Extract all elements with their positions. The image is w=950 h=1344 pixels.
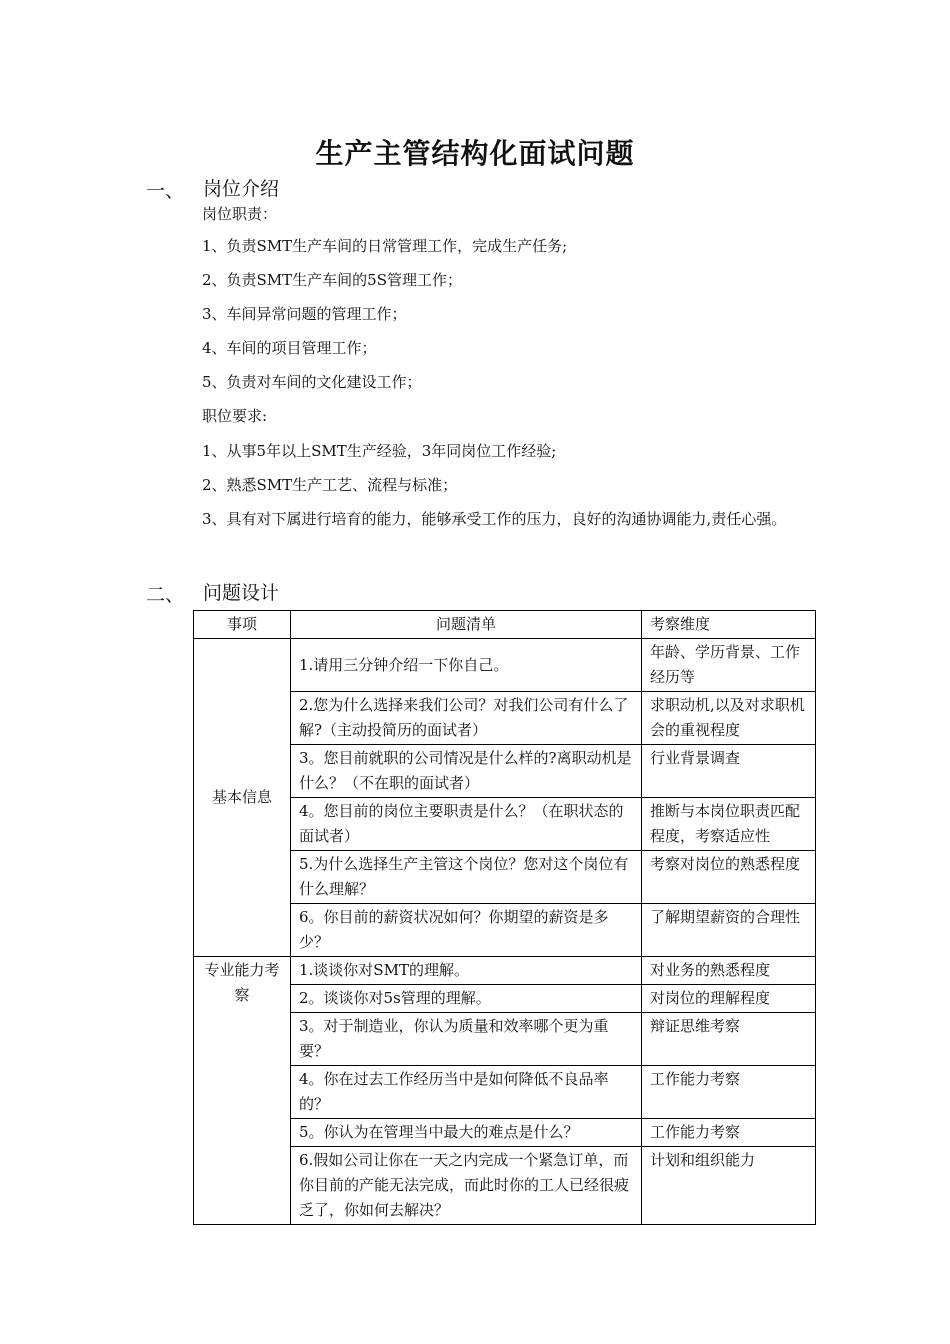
dimension-cell: 推断与本岗位职责匹配程度，考察适应性 <box>642 798 816 851</box>
dimension-cell: 考察对岗位的熟悉程度 <box>642 851 816 904</box>
section1-title: 岗位介绍 <box>203 178 280 200</box>
question-cell: 5。你认为在管理当中最大的难点是什么？ <box>291 1119 642 1147</box>
document-title: 生产主管结构化面试问题 <box>315 137 635 170</box>
duties-heading: 岗位职责： <box>202 205 278 223</box>
header-dimension: 考察维度 <box>642 611 816 639</box>
table-header-row <box>194 611 816 639</box>
duty-item: 1、负责SMT生产车间的日常管理工作，完成生产任务; <box>202 237 568 255</box>
question-cell: 6。你目前的薪资状况如何？你期望的薪资是多少？ <box>291 904 642 957</box>
section1-number: 一、 <box>146 180 185 202</box>
question-cell: 1.谈谈你对SMT的理解。 <box>291 957 642 985</box>
dimension-cell: 对岗位的理解程度 <box>642 985 816 1013</box>
dimension-cell: 辩证思维考察 <box>642 1013 816 1066</box>
question-cell: 2。谈谈你对5s管理的理解。 <box>291 985 642 1013</box>
table-row <box>194 957 816 985</box>
interview-question-table <box>193 610 816 1225</box>
requirement-item: 1、从事5年以上SMT生产经验，3年同岗位工作经验; <box>202 442 557 460</box>
dimension-cell: 对业务的熟悉程度 <box>642 957 816 985</box>
requirement-item: 3、具有对下属进行培育的能力，能够承受工作的压力，良好的沟通协调能力,责任心强。 <box>202 510 787 528</box>
section2-title: 问题设计 <box>203 582 280 604</box>
duty-item: 4、车间的项目管理工作； <box>202 339 377 357</box>
header-category: 事项 <box>194 611 291 639</box>
requirement-item: 2、熟悉SMT生产工艺、流程与标准； <box>202 476 458 494</box>
dimension-cell: 年龄、学历背景、工作经历等 <box>642 639 816 692</box>
table-row <box>194 639 816 692</box>
question-cell: 3。您目前就职的公司情况是什么样的?离职动机是什么？（不在职的面试者） <box>291 745 642 798</box>
header-question: 问题清单 <box>291 611 642 639</box>
duty-item: 5、负责对车间的文化建设工作； <box>202 373 422 391</box>
category-cell: 基本信息 <box>194 639 291 957</box>
question-cell: 6.假如公司让你在一天之内完成一个紧急订单，而你目前的产能无法完成，而此时你的工人已经很疲乏了，你如何去解决？ <box>291 1147 642 1225</box>
question-cell: 5.为什么选择生产主管这个岗位？您对这个岗位有什么理解？ <box>291 851 642 904</box>
dimension-cell: 行业背景调查 <box>642 745 816 798</box>
question-cell: 3。对于制造业，你认为质量和效率哪个更为重要？ <box>291 1013 642 1066</box>
dimension-cell: 了解期望薪资的合理性 <box>642 904 816 957</box>
question-cell: 1.请用三分钟介绍一下你自己。 <box>291 639 642 692</box>
section2-number: 二、 <box>146 584 185 606</box>
dimension-cell: 计划和组织能力 <box>642 1147 816 1225</box>
dimension-cell: 求职动机,以及对求职机会的重视程度 <box>642 692 816 745</box>
question-cell: 4。你在过去工作经历当中是如何降低不良品率的？ <box>291 1066 642 1119</box>
question-cell: 2.您为什么选择来我们公司？对我们公司有什么了解?（主动投简历的面试者） <box>291 692 642 745</box>
dimension-cell: 工作能力考察 <box>642 1066 816 1119</box>
duty-item: 3、车间异常问题的管理工作； <box>202 305 407 323</box>
category-cell: 专业能力考察 <box>194 957 291 1225</box>
dimension-cell: 工作能力考察 <box>642 1119 816 1147</box>
requirements-heading: 职位要求: <box>202 407 268 425</box>
question-cell: 4。您目前的岗位主要职责是什么？（在职状态的面试者） <box>291 798 642 851</box>
duty-item: 2、负责SMT生产车间的5S管理工作； <box>202 271 463 289</box>
